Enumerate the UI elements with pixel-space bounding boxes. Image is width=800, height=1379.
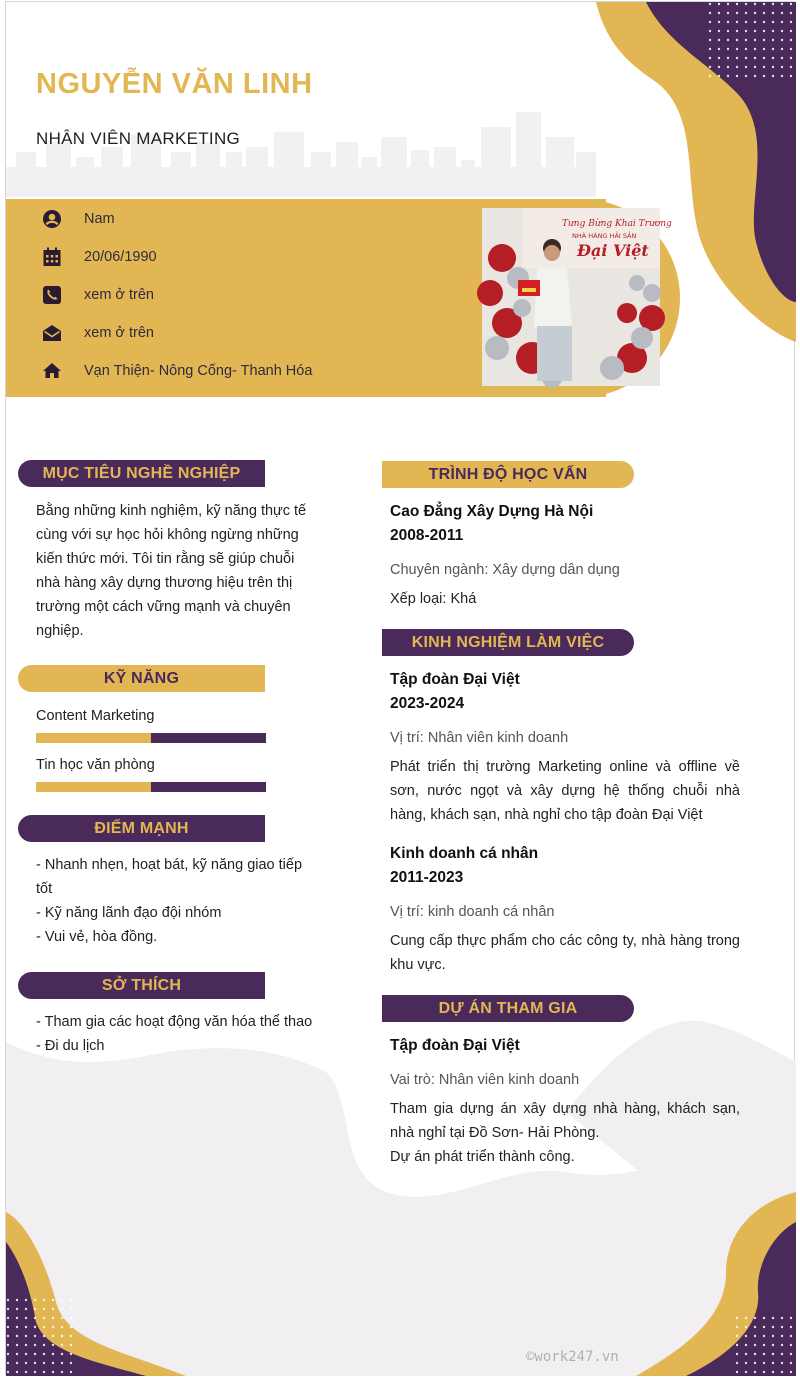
section-skills: KỸ NĂNG xyxy=(18,665,265,692)
education-major: Chuyên ngành: Xây dựng dân dụng xyxy=(390,562,620,578)
job-0-position: Vị trí: Nhân viên kinh doanh xyxy=(390,730,569,746)
project-name: Tập đoàn Đại Việt xyxy=(390,1037,520,1054)
skill-bar-1-fill xyxy=(36,782,151,792)
contact-phone xyxy=(42,282,154,308)
job-1-position: Vị trí: kinh doanh cá nhân xyxy=(390,904,555,920)
contact-gender-value: Nam xyxy=(84,211,115,227)
profile-photo xyxy=(482,208,672,386)
job-1-description: Cung cấp thực phẩm cho các công ty, nhà hàng trong khu vực. xyxy=(390,933,740,973)
photo-banner-top: Tưng Bừng Khai Trương xyxy=(562,219,672,229)
section-hobbies: SỞ THÍCH xyxy=(18,972,265,999)
contact-email xyxy=(42,320,154,346)
contact-address-value: Vạn Thiện- Nông Cống- Thanh Hóa xyxy=(84,363,313,379)
skill-bar-0-fill xyxy=(36,733,151,743)
contact-phone-value: xem ở trên xyxy=(84,287,154,303)
strength-item-1: - Kỹ năng lãnh đạo đội nhóm xyxy=(36,905,222,921)
user-icon xyxy=(42,209,62,229)
calendar-icon xyxy=(42,247,62,267)
city-skyline-graphic xyxy=(6,112,596,197)
job-1-period: 2011-2023 xyxy=(390,869,464,886)
education-period: 2008-2011 xyxy=(390,527,464,544)
section-experience: KINH NGHIỆM LÀM VIỆC xyxy=(382,629,634,656)
contact-email-value: xem ở trên xyxy=(84,325,154,341)
section-education: TRÌNH ĐỘ HỌC VẤN xyxy=(382,461,634,488)
skill-bar-1 xyxy=(36,782,266,792)
watermark: ©work247.vn xyxy=(526,1349,619,1365)
section-projects: DỰ ÁN THAM GIA xyxy=(382,995,634,1022)
strength-item-0: - Nhanh nhẹn, hoạt bát, kỹ năng giao tiếp tốt xyxy=(36,857,303,897)
photo-banner-brand: Đại Việt xyxy=(577,241,649,260)
job-1-company: Kinh doanh cá nhân xyxy=(390,845,539,862)
section-career-objective: MỤC TIÊU NGHỀ NGHIỆP xyxy=(18,460,265,487)
strength-item-2: - Vui vẻ, hòa đồng. xyxy=(36,929,158,945)
project-role: Vai trò: Nhân viên kinh doanh xyxy=(390,1072,580,1088)
skill-bar-0 xyxy=(36,733,266,743)
candidate-name: NGUYỄN VĂN LINH xyxy=(36,68,313,100)
section-strengths: ĐIỂM MẠNH xyxy=(18,815,265,842)
contact-birthday xyxy=(42,244,157,270)
education-school: Cao Đẳng Xây Dựng Hà Nội xyxy=(390,503,594,520)
project-description-1: Tham gia dựng án xây dựng nhà hàng, khách sạn, nhà nghỉ tại Đồ Sơn- Hải Phòng. xyxy=(390,1101,740,1141)
home-icon xyxy=(42,361,62,381)
job-0-company: Tập đoàn Đại Việt xyxy=(390,671,520,688)
job-title: NHÂN VIÊN MARKETING xyxy=(36,129,241,148)
job-0-period: 2023-2024 xyxy=(390,695,465,712)
project-description-2: Dự án phát triển thành công. xyxy=(390,1149,575,1165)
skill-name-0: Content Marketing xyxy=(36,708,155,724)
skill-name-1: Tin học văn phòng xyxy=(36,757,155,773)
contact-birthday-value: 20/06/1990 xyxy=(84,249,157,265)
job-0-description: Phát triển thị trường Marketing online và offline về sơn, nước ngọt và xây dựng hệ thống chuỗi nhà hàng, khách sạn, nhà nghỉ cho tập đoàn Đại Việt xyxy=(390,759,740,823)
photo-banner-sub: NHÀ HÀNG HẢI SẢN xyxy=(572,232,637,240)
contact-address xyxy=(42,358,313,384)
cv-page xyxy=(5,1,795,1375)
contact-gender xyxy=(42,206,115,232)
phone-icon xyxy=(42,285,62,305)
mail-icon xyxy=(42,323,62,343)
hobby-item-0: - Tham gia các hoạt động văn hóa thể thao xyxy=(36,1014,313,1030)
hobby-item-1: - Đi du lịch xyxy=(36,1038,105,1054)
education-grade: Xếp loại: Khá xyxy=(390,591,477,607)
career-objective-text: Bằng những kinh nghiệm, kỹ năng thực tế cùng với sự học hỏi không ngừng những kiến thức mới. Tôi tin rằng sẽ giúp chuỗi nhà hàng xây dựng thương hiệu trên thị trường một cách vững mạnh và chuyên nghiệp. xyxy=(36,503,307,639)
